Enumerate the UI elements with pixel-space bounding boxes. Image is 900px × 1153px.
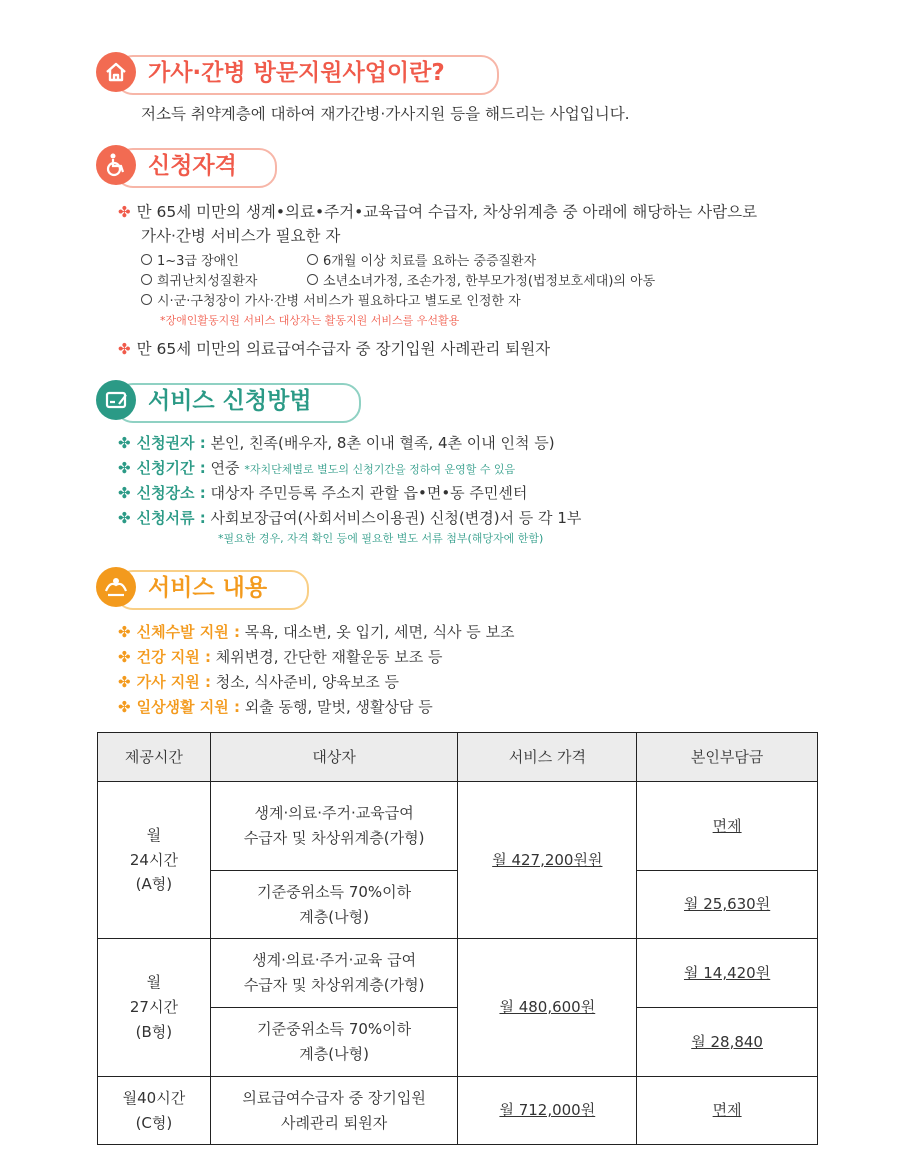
- circle-bullet-icon: [141, 294, 152, 305]
- circle-bullet-icon: [307, 274, 318, 285]
- documents-note: *필요한 경우, 자격 확인 등에 필요한 별도 서류 첨부(해당자에 한함): [218, 532, 544, 545]
- section-title: 신청자격: [148, 153, 237, 179]
- clover-bullet-icon: ✤: [118, 623, 131, 641]
- header-target: 대상자: [210, 733, 458, 782]
- cell-time-c: 월40시간 (C형): [98, 1077, 211, 1145]
- header-copay: 본인부담금: [637, 733, 818, 782]
- wheelchair-icon: [96, 145, 136, 185]
- application-row: ✤ 신청서류 : 사회보장급여(사회서비스이용권) 신청(변경)서 등 각 1부: [118, 509, 582, 527]
- cell-price-b: 월 480,600원: [458, 939, 637, 1077]
- application-row: ✤ 신청기간 : 연중 *자치단체별로 별도의 신청기간을 정하여 운영할 수 있음: [118, 459, 516, 477]
- form-icon: [96, 380, 136, 420]
- circle-bullet-icon: [141, 254, 152, 265]
- clover-bullet-icon: ✤: [118, 509, 131, 527]
- section-title: 서비스 내용: [148, 575, 268, 601]
- section-description: 저소득 취약계층에 대하여 재가간병·가사지원 등을 해드리는 사업입니다.: [141, 105, 630, 123]
- clover-bullet-icon: ✤: [118, 203, 131, 221]
- clover-bullet-icon: ✤: [118, 648, 131, 666]
- eligibility-item-2: ✤ 만 65세 미만의 의료급여수급자 중 장기입원 사례관리 퇴원자: [118, 340, 551, 358]
- application-row: ✤ 신청장소 : 대상자 주민등록 주소지 관할 읍•면•동 주민센터: [118, 484, 528, 502]
- clover-bullet-icon: ✤: [118, 698, 131, 716]
- header-time: 제공시간: [98, 733, 211, 782]
- hands-icon: [96, 567, 136, 607]
- cell-copay: 면제: [637, 1077, 818, 1145]
- cell-copay: 월 25,630원: [637, 871, 818, 939]
- cell-target: 기준중위소득 70%이하 계층(나형): [210, 871, 458, 939]
- cell-target: 의료급여수급자 중 장기입원 사례관리 퇴원자: [210, 1077, 458, 1145]
- eligibility-note: *장애인활동지원 서비스 대상자는 활동지원 서비스를 우선활용: [160, 314, 460, 327]
- option-item: 6개월 이상 치료를 요하는 중증질환자: [307, 250, 536, 269]
- option-item: 희귀난치성질환자: [141, 270, 257, 289]
- cell-target: 생계·의료·주거·교육급여 수급자 및 차상위계층(가형): [210, 782, 458, 871]
- header-price: 서비스 가격: [458, 733, 637, 782]
- clover-bullet-icon: ✤: [118, 484, 131, 502]
- application-row: ✤ 신청권자 : 본인, 친족(배우자, 8촌 이내 혈족, 4촌 이내 인척 등): [118, 434, 555, 452]
- cell-target: 기준중위소득 70%이하 계층(나형): [210, 1008, 458, 1077]
- table-row: [98, 782, 818, 871]
- cell-target: 생계·의료·주거·교육 급여 수급자 및 차상위계층(가형): [210, 939, 458, 1008]
- cell-copay: 면제: [637, 782, 818, 871]
- clover-bullet-icon: ✤: [118, 434, 131, 452]
- service-row: ✤ 일상생활 지원 : 외출 동행, 말벗, 생활상담 등: [118, 698, 433, 716]
- service-row: ✤ 신체수발 지원 : 목욕, 대소변, 옷 입기, 세면, 식사 등 보조: [118, 623, 515, 641]
- service-row: ✤ 건강 지원 : 체위변경, 간단한 재활운동 보조 등: [118, 648, 443, 666]
- pricing-table: [97, 732, 818, 1145]
- service-row: ✤ 가사 지원 : 청소, 식사준비, 양육보조 등: [118, 673, 399, 691]
- option-item: 1~3급 장애인: [141, 250, 239, 269]
- circle-bullet-icon: [141, 274, 152, 285]
- house-icon: [96, 52, 136, 92]
- cell-copay: 월 28,840: [637, 1008, 818, 1077]
- eligibility-item-1-cont: 가사·간병 서비스가 필요한 자: [141, 227, 341, 245]
- table-row: [98, 1077, 818, 1145]
- cell-price-a: 월 427,200원원: [458, 782, 637, 939]
- cell-time-b: 월 27시간 (B형): [98, 939, 211, 1077]
- eligibility-item-1: ✤ 만 65세 미만의 생계•의료•주거•교육급여 수급자, 차상위계층 중 아래에 해당하는 사람으로: [118, 203, 758, 221]
- cell-copay: 월 14,420원: [637, 939, 818, 1008]
- section-title: 가사·간병 방문지원사업이란?: [148, 60, 445, 86]
- cell-price-c: 월 712,000원: [458, 1077, 637, 1145]
- section-title: 서비스 신청방법: [148, 388, 312, 414]
- option-item: 소년소녀가정, 조손가정, 한부모가정(법정보호세대)의 아동: [307, 270, 655, 289]
- cell-time-a: 월 24시간 (A형): [98, 782, 211, 939]
- clover-bullet-icon: ✤: [118, 340, 131, 358]
- table-row: [98, 939, 818, 1008]
- table-header-row: [98, 733, 818, 782]
- option-item: 시·군·구청장이 가사·간병 서비스가 필요하다고 별도로 인정한 자: [141, 290, 521, 309]
- circle-bullet-icon: [307, 254, 318, 265]
- clover-bullet-icon: ✤: [118, 459, 131, 477]
- clover-bullet-icon: ✤: [118, 673, 131, 691]
